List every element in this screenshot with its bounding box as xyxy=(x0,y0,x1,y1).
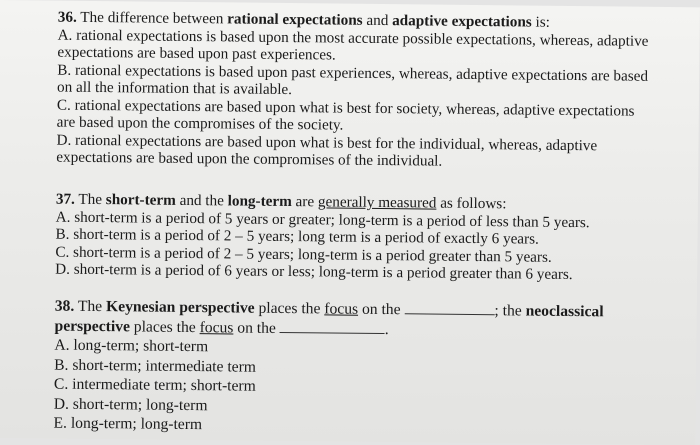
term-neoclassical: neoclassical xyxy=(525,302,604,321)
stem-text: on the xyxy=(233,318,280,337)
question-36 xyxy=(56,9,688,173)
term-keynesian-perspective: Keynesian perspective xyxy=(105,298,255,317)
stem-text: places the xyxy=(254,299,325,318)
stem-text: and xyxy=(362,11,393,30)
option-c: C. rational expectations are based upon what is best for society, whereas, adaptive expectations xyxy=(56,96,635,120)
stem-text: and the xyxy=(175,191,228,210)
answer-blank xyxy=(280,331,385,333)
stem-text: is: xyxy=(531,13,551,31)
option-d-continued: expectations are based upon the compromises of the individual. xyxy=(56,148,443,170)
option-a-continued: expectations are based upon past experiences. xyxy=(57,43,336,64)
underlined-phrase: focus xyxy=(324,300,359,318)
stem-text: The xyxy=(74,297,107,316)
question-38 xyxy=(53,297,684,440)
option-b: B. rational expectations is based upon past experiences, whereas, adaptive expectations are based xyxy=(57,61,649,85)
option-c-continued: are based upon the compromises of the society. xyxy=(56,113,344,134)
term-rational-expectations: rational expectations xyxy=(227,10,363,29)
answer-blank xyxy=(404,313,494,315)
term-adaptive-expectations: adaptive expectations xyxy=(392,12,532,31)
option-d: D. rational expectations are based upon what is best for the individual, whereas, adaptive xyxy=(56,131,598,154)
option-a: A. long-term; short-term xyxy=(54,336,209,356)
question-37 xyxy=(55,191,686,285)
stem-text: on the xyxy=(358,300,405,319)
option-c: C. intermediate term; short-term xyxy=(53,375,256,395)
term-long-term: long-term xyxy=(227,192,292,211)
stem-text: The xyxy=(74,190,106,209)
stem-text: as follows: xyxy=(436,194,507,213)
underlined-phrase: generally measured xyxy=(317,193,437,212)
term-short-term: short-term xyxy=(105,191,176,209)
question-number: 38. xyxy=(54,297,75,315)
option-b: B. short-term; intermediate term xyxy=(54,356,257,376)
option-a: A. short-term is a period of 5 years or greater; long-term is a period of less than 5 years. xyxy=(55,208,590,231)
term-perspective: perspective xyxy=(54,317,131,335)
stem-text: . xyxy=(384,320,389,338)
question-number: 36. xyxy=(57,8,77,26)
option-a: A. rational expectations is based upon the most accurate possible expectations, whereas, adaptive xyxy=(57,26,649,50)
option-d: D. short-term; long-term xyxy=(53,395,208,414)
option-c: C. short-term is a period of 2 – 5 years; long-term is a period greater than 5 years. xyxy=(55,243,552,266)
stem-text: places the xyxy=(129,317,200,336)
stem-text: The difference between xyxy=(76,8,228,28)
stem-text: are xyxy=(291,193,319,211)
option-d: D. short-term is a period of 6 years or less; long-term is a period greater than 6 years. xyxy=(55,260,573,284)
option-b: B. short-term is a period of 2 – 5 years; long term is a period of exactly 6 years. xyxy=(55,225,539,248)
stem-text: ; the xyxy=(494,302,526,320)
question-number: 37. xyxy=(55,190,75,208)
underlined-phrase: focus xyxy=(199,318,234,336)
option-b-continued: on all the information that is available. xyxy=(57,78,293,99)
option-e: E. long-term; long-term xyxy=(53,414,203,434)
